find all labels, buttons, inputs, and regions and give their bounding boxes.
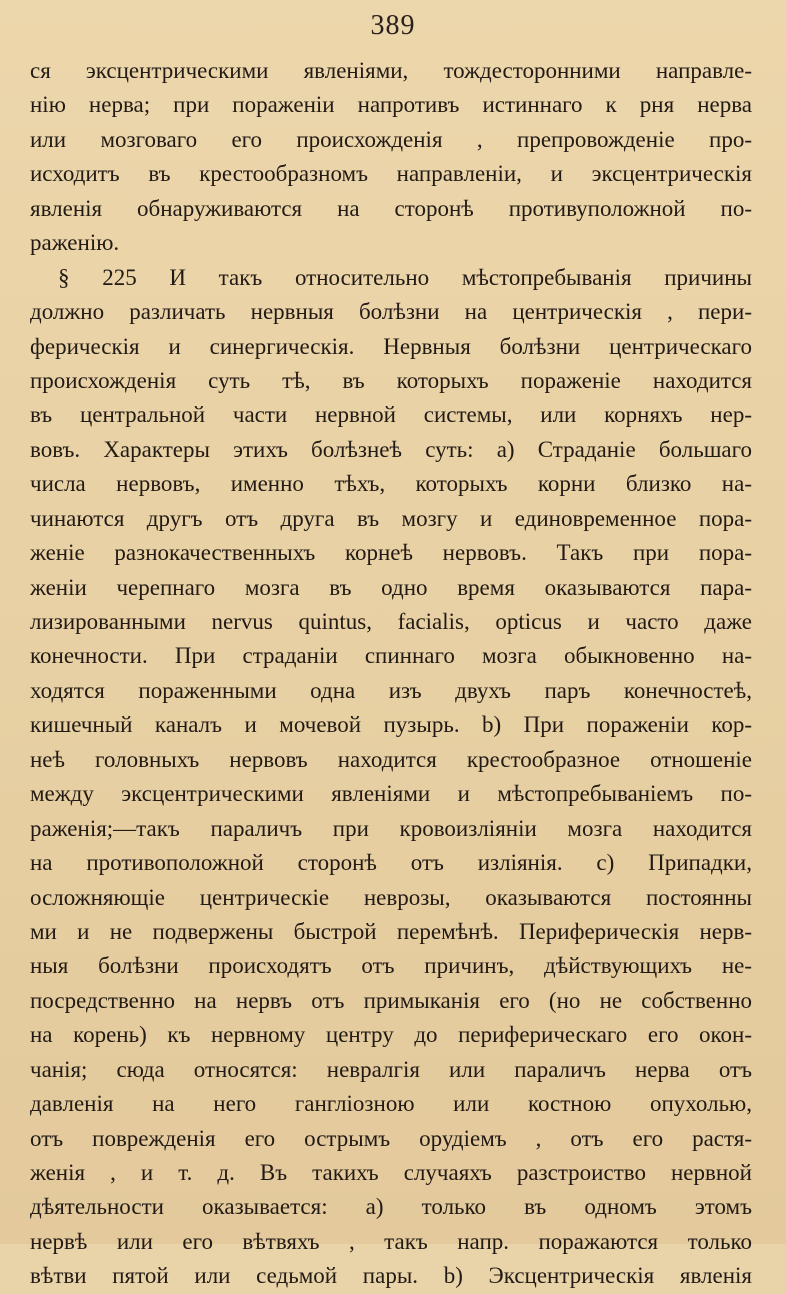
text-line: женіе разнокачественныхъ корнеѣ нервовъ. Такъ при пора- — [30, 540, 752, 566]
text-line: § 225 И такъ относительно мѣстопребыванія причины — [58, 264, 752, 290]
text-line: нію нерва; при пораженіи напротивъ истиннаго к рня нерва — [30, 92, 752, 118]
text-line: исходитъ въ крестообразномъ направленіи, и эксцентрическія — [30, 161, 752, 187]
text-line: лизированными nervus quintus, facialis, opticus и часто даже — [30, 609, 752, 634]
text-line: явленія обнаруживаются на сторонѣ противуположной по- — [30, 195, 752, 221]
text-line: нервѣ или его вѣтвяхъ , такъ напр. поражаются только — [30, 1228, 752, 1254]
text-line: женія , и т. д. Въ такихъ случаяхъ разстроиство нервной — [30, 1160, 752, 1185]
text-line: давленія на него гангліозною или костною опухолью, — [30, 1091, 752, 1117]
text-line: на противоположной сторонѣ отъ изліянія. с) Припадки, — [30, 850, 752, 876]
text-line: ся эксцентрическими явленіями, тождесторонними направле- — [30, 58, 752, 83]
text-line: чанія; сюда относятся: невралгія или параличъ нерва отъ — [30, 1056, 752, 1082]
text-line: должно различать нервныя болѣзни на центрическія , пери- — [30, 299, 752, 325]
text-line: неѣ головныхъ нервовъ находится крестообразное отношеніе — [30, 746, 752, 772]
text-line: кишечный каналъ и мочевой пузырь. b) При пораженіи кор- — [30, 712, 752, 738]
text-line: посредственно на нервъ отъ примыканія его (но не собственно — [30, 987, 752, 1013]
text-line: женіи черепнаго мозга въ одно время оказываются пара- — [30, 574, 752, 600]
text-line: осложняющіе центрическіе неврозы, оказываются постоянны — [30, 884, 752, 910]
text-line: ходятся пораженными одна изъ двухъ паръ конечностеѣ, — [30, 677, 752, 703]
text-line: между эксцентрическими явленіями и мѣстопребываніемъ по- — [30, 781, 752, 807]
text-line: въ центральной части нервной системы, или корняхъ нер- — [30, 402, 752, 428]
text-line: отъ поврежденія его острымъ орудіемъ , отъ его растя- — [30, 1125, 752, 1151]
text-line: или мозговаго его происхожденія , препровожденіе про- — [30, 126, 752, 152]
text-line: на корень) къ нервному центру до периферическаго его окон- — [30, 1022, 752, 1048]
body-text — [30, 54, 752, 1294]
text-line: раженію. — [30, 230, 120, 256]
text-line: ми и не подвержены быстрой перемѣнѣ. Периферическія нерв- — [30, 918, 752, 944]
text-line: чинаются другъ отъ друга въ мозгу и единовременное пора- — [30, 505, 752, 531]
page-number: 389 — [370, 10, 416, 41]
text-line: ныя болѣзни происходятъ отъ причинъ, дѣйствующихъ не- — [30, 953, 752, 979]
text-line: числа нервовъ, именно тѣхъ, которыхъ корни близко на- — [30, 471, 752, 497]
text-line: ферическія и синергическія. Нервныя болѣзни центрическаго — [30, 333, 752, 359]
text-line: раженія;—такъ параличъ при кровоизліяніи мозга находится — [30, 815, 752, 841]
text-line: вѣтви пятой или седьмой пары. b) Эксцентрическія явленія — [30, 1263, 752, 1289]
text-line: происхожденія суть тѣ, въ которыхъ пораженіе находится — [30, 367, 752, 393]
text-line: конечности. При страданіи спиннаго мозга обыкновенно на- — [30, 643, 752, 669]
text-line: дѣятельности оказывается: а) только въ одномъ этомъ — [30, 1194, 752, 1220]
text-line: вовъ. Характеры этихъ болѣзнеѣ суть: а) Страданіе большаго — [30, 436, 752, 462]
